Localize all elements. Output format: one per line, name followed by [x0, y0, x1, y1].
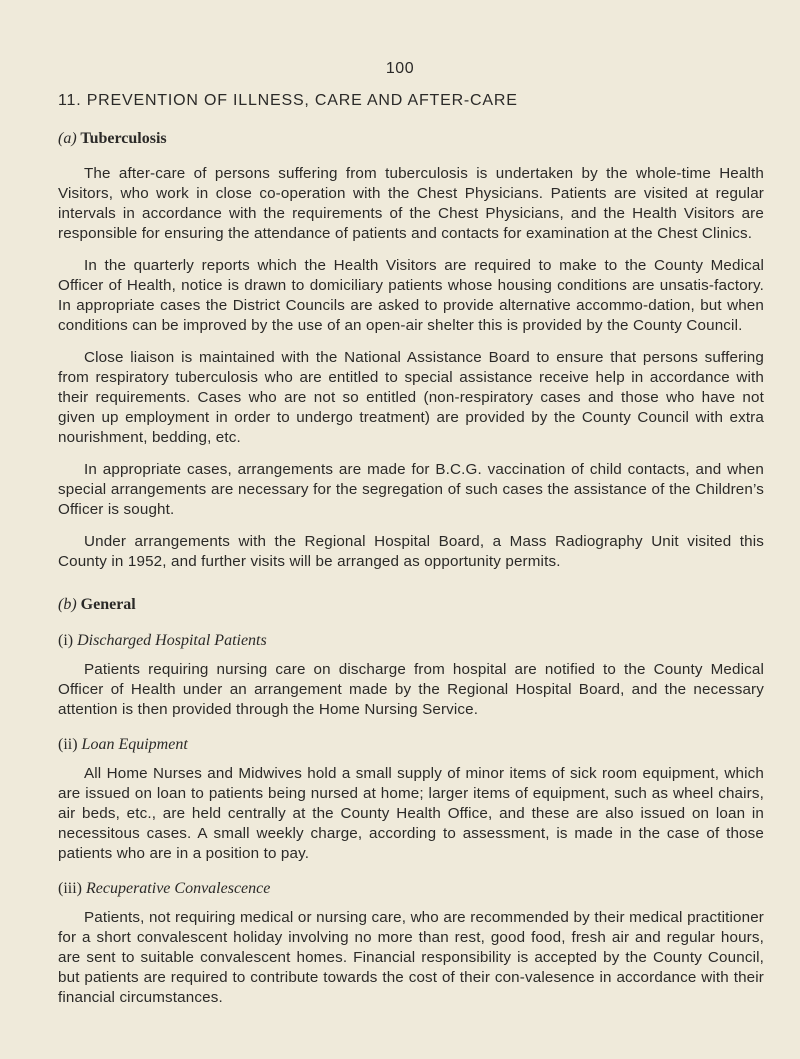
subsection-paragraph: All Home Nurses and Midwives hold a small supply of minor items of sick room equipment, which are issued on loan to patients being nursed at home; larger items of equipment, such as wheel chairs, air beds, etc., are held centrally at the County Health Office, and these are also issued on loan in necessitous cases. A small weekly charge, according to assessment, is made in the case of those patients who are in a position to pay.	[58, 765, 764, 862]
subsection-recuperative-convalescence	[58, 878, 764, 1008]
tuberculosis-title: Tuberculosis	[80, 130, 167, 147]
tuberculosis-paragraph: In appropriate cases, arrangements are made for B.C.G. vaccination of child contacts, and when special arrangements are necessary for the segregation of such cases the assistance of the Children’s Officer is sought.	[58, 461, 764, 518]
subsection-heading	[58, 630, 764, 652]
section-tuberculosis	[58, 128, 764, 572]
subsection-heading	[58, 878, 764, 900]
subsection-paragraph: Patients, not requiring medical or nursing care, who are recommended by their medical practitioner for a short convalescent holiday involving no more than rest, good food, fresh air and regular hours, are sent to suitable convalescent homes. Financial responsibility is accepted by the County Council, but patients are required to contribute towards the cost of their con-valesence in accordance with their financial circumstances.	[58, 909, 764, 1006]
subsection-title: Recuperative Convalescence	[86, 880, 271, 897]
tuberculosis-letter: (a)	[58, 130, 77, 147]
subsection-paragraph: Patients requiring nursing care on discharge from hospital are notified to the County Medical Officer of Health under an arrangement made by the Regional Hospital Board, and the necessary attention is then provided through the Home Nursing Service.	[58, 661, 764, 718]
tuberculosis-paragraph: The after-care of persons suffering from tuberculosis is undertaken by the whole-time Health Visitors, who work in close co-operation with the Chest Physicians. Patients are visited at regular intervals in accordance with the requirements of the Chest Physicians, and the Health Visitors are responsible for ensuring the attendance of patients and contacts for examination at the Chest Clinics.	[58, 165, 764, 242]
subsection-numeral: (ii)	[58, 736, 78, 753]
general-title: General	[80, 596, 136, 613]
general-letter: (b)	[58, 596, 77, 613]
subsection-heading	[58, 734, 764, 756]
subsection-numeral: (i)	[58, 632, 74, 649]
tuberculosis-paragraph: Under arrangements with the Regional Hospital Board, a Mass Radiography Unit visited this County in 1952, and further visits will be arranged as opportunity permits.	[58, 533, 764, 570]
page-number: 100	[385, 60, 415, 77]
tuberculosis-paragraph: Close liaison is maintained with the National Assistance Board to ensure that persons suffering from respiratory tuberculosis who are entitled to special assistance receive help in accordance with their requirements. Cases who are not so entitled (non-respiratory cases and those who have not given up employment in order to undergo treatment) are provided by the County Council with extra nourishment, bedding, etc.	[58, 349, 764, 446]
subsection-loan-equipment	[58, 734, 764, 864]
general-heading	[58, 594, 764, 616]
page-content	[58, 90, 764, 1020]
tuberculosis-paragraph: In the quarterly reports which the Health Visitors are required to make to the County Medical Officer of Health, notice is drawn to domiciliary patients whose housing conditions are unsatis-factory. In appropriate cases the District Councils are asked to provide alternative accommo-dation, but when conditions can be improved by the use of an open-air shelter this is provided by the County Council.	[58, 257, 764, 334]
subsection-title: Loan Equipment	[81, 736, 188, 753]
subsection-title: Discharged Hospital Patients	[77, 632, 267, 649]
section-title: 11. PREVENTION OF ILLNESS, CARE AND AFTER-CARE	[58, 92, 518, 109]
tuberculosis-heading	[58, 128, 764, 150]
section-general	[58, 594, 764, 1008]
subsection-discharged-patients	[58, 630, 764, 720]
subsection-numeral: (iii)	[58, 880, 82, 897]
